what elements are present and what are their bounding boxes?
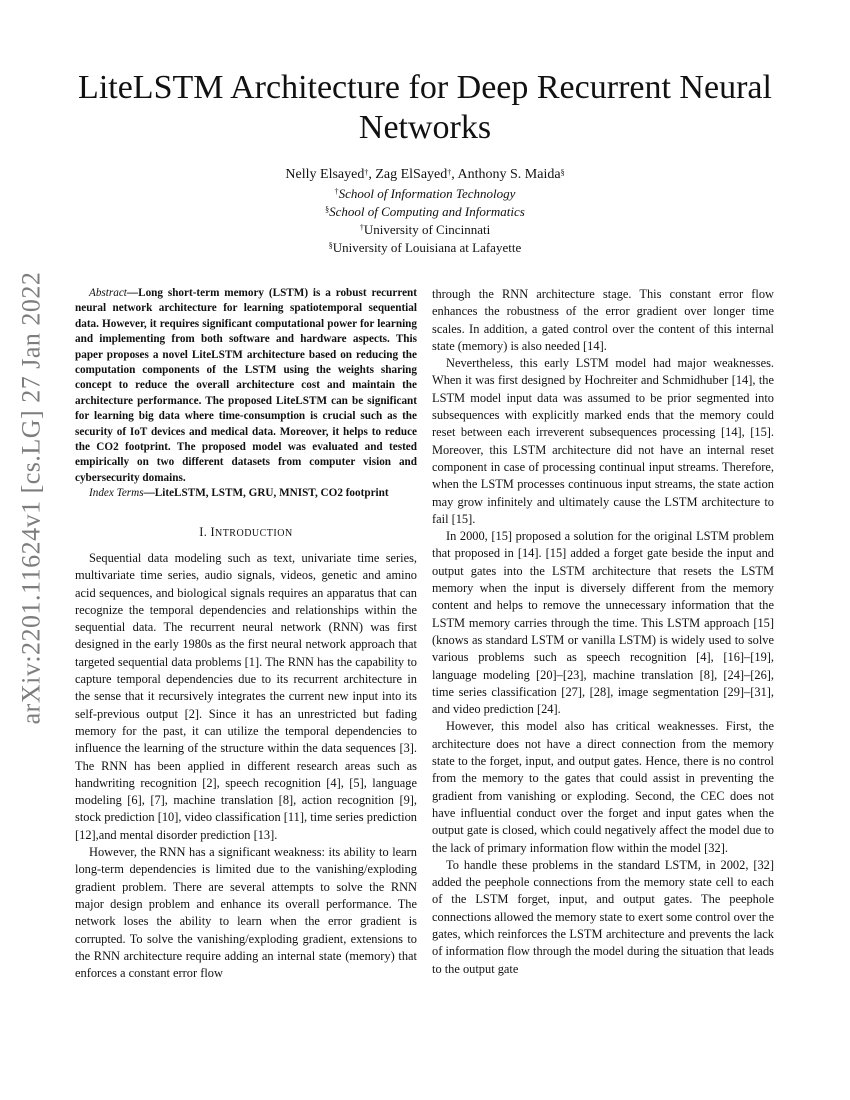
abstract: Abstract—Long short-term memory (LSTM) is a robust recurrent neural network architecture for learning spatiotemporal sequential data. However, it requires significant computational power for learning and implementing from both software and hardware aspects. This paper proposes a novel LiteLSTM architecture based on reducing the computation components of the LSTM using the weights sharing concept to reduce the overall architecture cost and maintain the architecture performance. The proposed LiteLSTM can be significant for learning big data where time-consumption is crucial such as the security of IoT devices and medical data. Moreover, it helps to reduce the CO2 footprint. The proposed model was evaluated and tested empirically on two different datasets from computer vision and cybersecurity domains. — [75, 287, 417, 484]
body-paragraph: Nevertheless, this early LSTM model had major weaknesses. When it was first designed by Hochreiter and Schmidhuber [14], the LSTM model input data was assumed to be prior segmented into subsequences with explicitly marked ends that the memory could reset between each irreverent subsequences processing [14], [15]. Moreover, this LSTM architecture did not have an internal reset component in case of processing continual input streams. Therefore, when the LSTM processes continuous input streams, the state action may grow infinitely and ultimately cause the LSTM architecture to fail [15]. — [432, 356, 774, 526]
index-terms-text: LiteLSTM, LSTM, GRU, MNIST, CO2 footprint — [154, 487, 389, 500]
author-1: Nelly Elsayed — [285, 167, 365, 182]
title-line-2: Networks — [358, 109, 492, 146]
body-paragraph: To handle these problems in the standard LSTM, in 2002, [32] added the peephole connections from the memory state cell to each of the LSTM forget, input, and output gates. The peephole connections allowed the memory state to exert some control over the gates, which reinforces the LSTM architecture and prevents the lack of information flow through the model during the situation that leads to the output gate — [432, 857, 774, 976]
body-paragraph: However, this model also has critical weaknesses. First, the architecture does not have a direct connection from the memory state to the forget, input, and output gates. Hence, there is no control from the memory to the gates that could assist in preventing the gradient from vanishing or exploding. Second, the CEC does not have influential conduct over the forget and input gates when the output gate is closed, which could negatively affect the model due to the lack of primary information flow within the model [32]. — [432, 719, 774, 855]
section-mark: § — [560, 168, 565, 177]
dagger-mark: † — [447, 168, 452, 177]
abstract-text: Long short-term memory (LSTM) is a robust recurrent neural network architecture for learning spatiotemporal sequential data. However, it requires significant computational power for learning and implementing from both software and hardware aspects. This paper proposes a novel LiteLSTM architecture based on reducing the computation components of the LSTM using the weights sharing concept to reduce the overall architecture cost and maintain the architecture performance. The proposed LiteLSTM can be significant for learning big data where time-consumption is crucial such as the security of IoT devices and medical data. Moreover, it helps to reduce the CO2 footprint. The proposed model was evaluated and tested empirically on two different datasets from computer vision and cybersecurity domains. — [75, 287, 417, 484]
author-names: Nelly Elsayed†, Zag ElSayed†, Anthony S. Maida§ — [285, 167, 565, 182]
affiliation-4: §University of Louisiana at Lafayette — [328, 240, 522, 255]
dagger-mark: † — [364, 168, 369, 177]
body-paragraph: However, the RNN has a significant weakness: its ability to learn long-term dependencies is limited due to the vanishing/exploding gradient problem. There are several attempts to solve the RNN major design problem and enhance its overall performance. The network loses the ability to learn when the error gradient is corrupted. To solve the vanishing/exploding gradient, extensions to the RNN architecture require adding an internal state (memory) that enforces a constant error flow — [75, 845, 417, 981]
affiliation-3: †University of Cincinnati — [359, 222, 491, 237]
arxiv-side-identifier — [6, 271, 56, 724]
body-paragraph: In 2000, [15] proposed a solution for the original LSTM problem that proposed in [14]. [15] added a forget gate beside the input and output gates into the LSTM architecture that resets the LSTM memory when the input is diversely different from the memory content and helps to remove the unnecessary information that the LSTM memory carries through the time. This LSTM approach [15] (knows as standard LSTM or vanilla LSTM) is widely used to solve various problems such as speech recognition [4], [16]–[19], language modeling [20]–[23], machine translation [8], [24]–[26], time series classification [27], [28], image segmentation [29]–[31], and video prediction [24]. — [432, 529, 774, 717]
author-3: Anthony S. Maida — [457, 167, 561, 182]
abstract-label: Abstract — [89, 287, 127, 299]
title-line-1: LiteLSTM Architecture for Deep Recurrent Neural — [78, 69, 772, 106]
arxiv-id-text: arXiv:2201.11624v1 [cs.LG] 27 Jan 2022 — [16, 271, 45, 724]
affiliation-1: †School of Information Technology — [334, 186, 516, 201]
index-terms: Index Terms—LiteLSTM, LSTM, GRU, MNIST, CO2 footprint — [89, 487, 389, 500]
body-paragraph: Sequential data modeling such as text, univariate time series, multivariate time series, audio signals, videos, genetic and amino acid sequences, and biological signals requires an apparatus that can recognize the temporal dependencies and relationships within the sequential data. The recurrent neural network (RNN) was first designed in the early 1980s as the first neural network approach that targeted sequential data problems [1]. The RNN has the capability to capture temporal dependencies due to its recurrent architecture in the sense that it recursively integrates the current new input into its self-previous output [2]. Since it has an unrestricted but fading memory for the past, it can utilize the temporal dependencies to influence the learning of the structure within the data sequences [3]. The RNN has been applied in different research areas such as handwriting recognition [2], speech recognition [4], [5], language modeling [6], [7], machine translation [8], action recognition [9], stock prediction [10], video classification [11], time series prediction [12],and mental disorder prediction [13]. — [75, 550, 417, 842]
paper-title — [60, 68, 790, 148]
author-2: Zag ElSayed — [375, 167, 448, 182]
section-heading-introduction: I. INTRODUCTION — [199, 524, 293, 539]
right-column — [432, 286, 774, 978]
left-column — [75, 286, 417, 982]
author-block — [200, 166, 650, 257]
index-terms-label: Index Terms — [89, 487, 144, 500]
affiliation-2: §School of Computing and Informatics — [325, 204, 525, 219]
body-paragraph: through the RNN architecture stage. This constant error flow enhances the robustness of the error gradient over longer time scales. In addition, a gated control over the content of this internal state (memory) is also needed [14]. — [432, 287, 774, 353]
